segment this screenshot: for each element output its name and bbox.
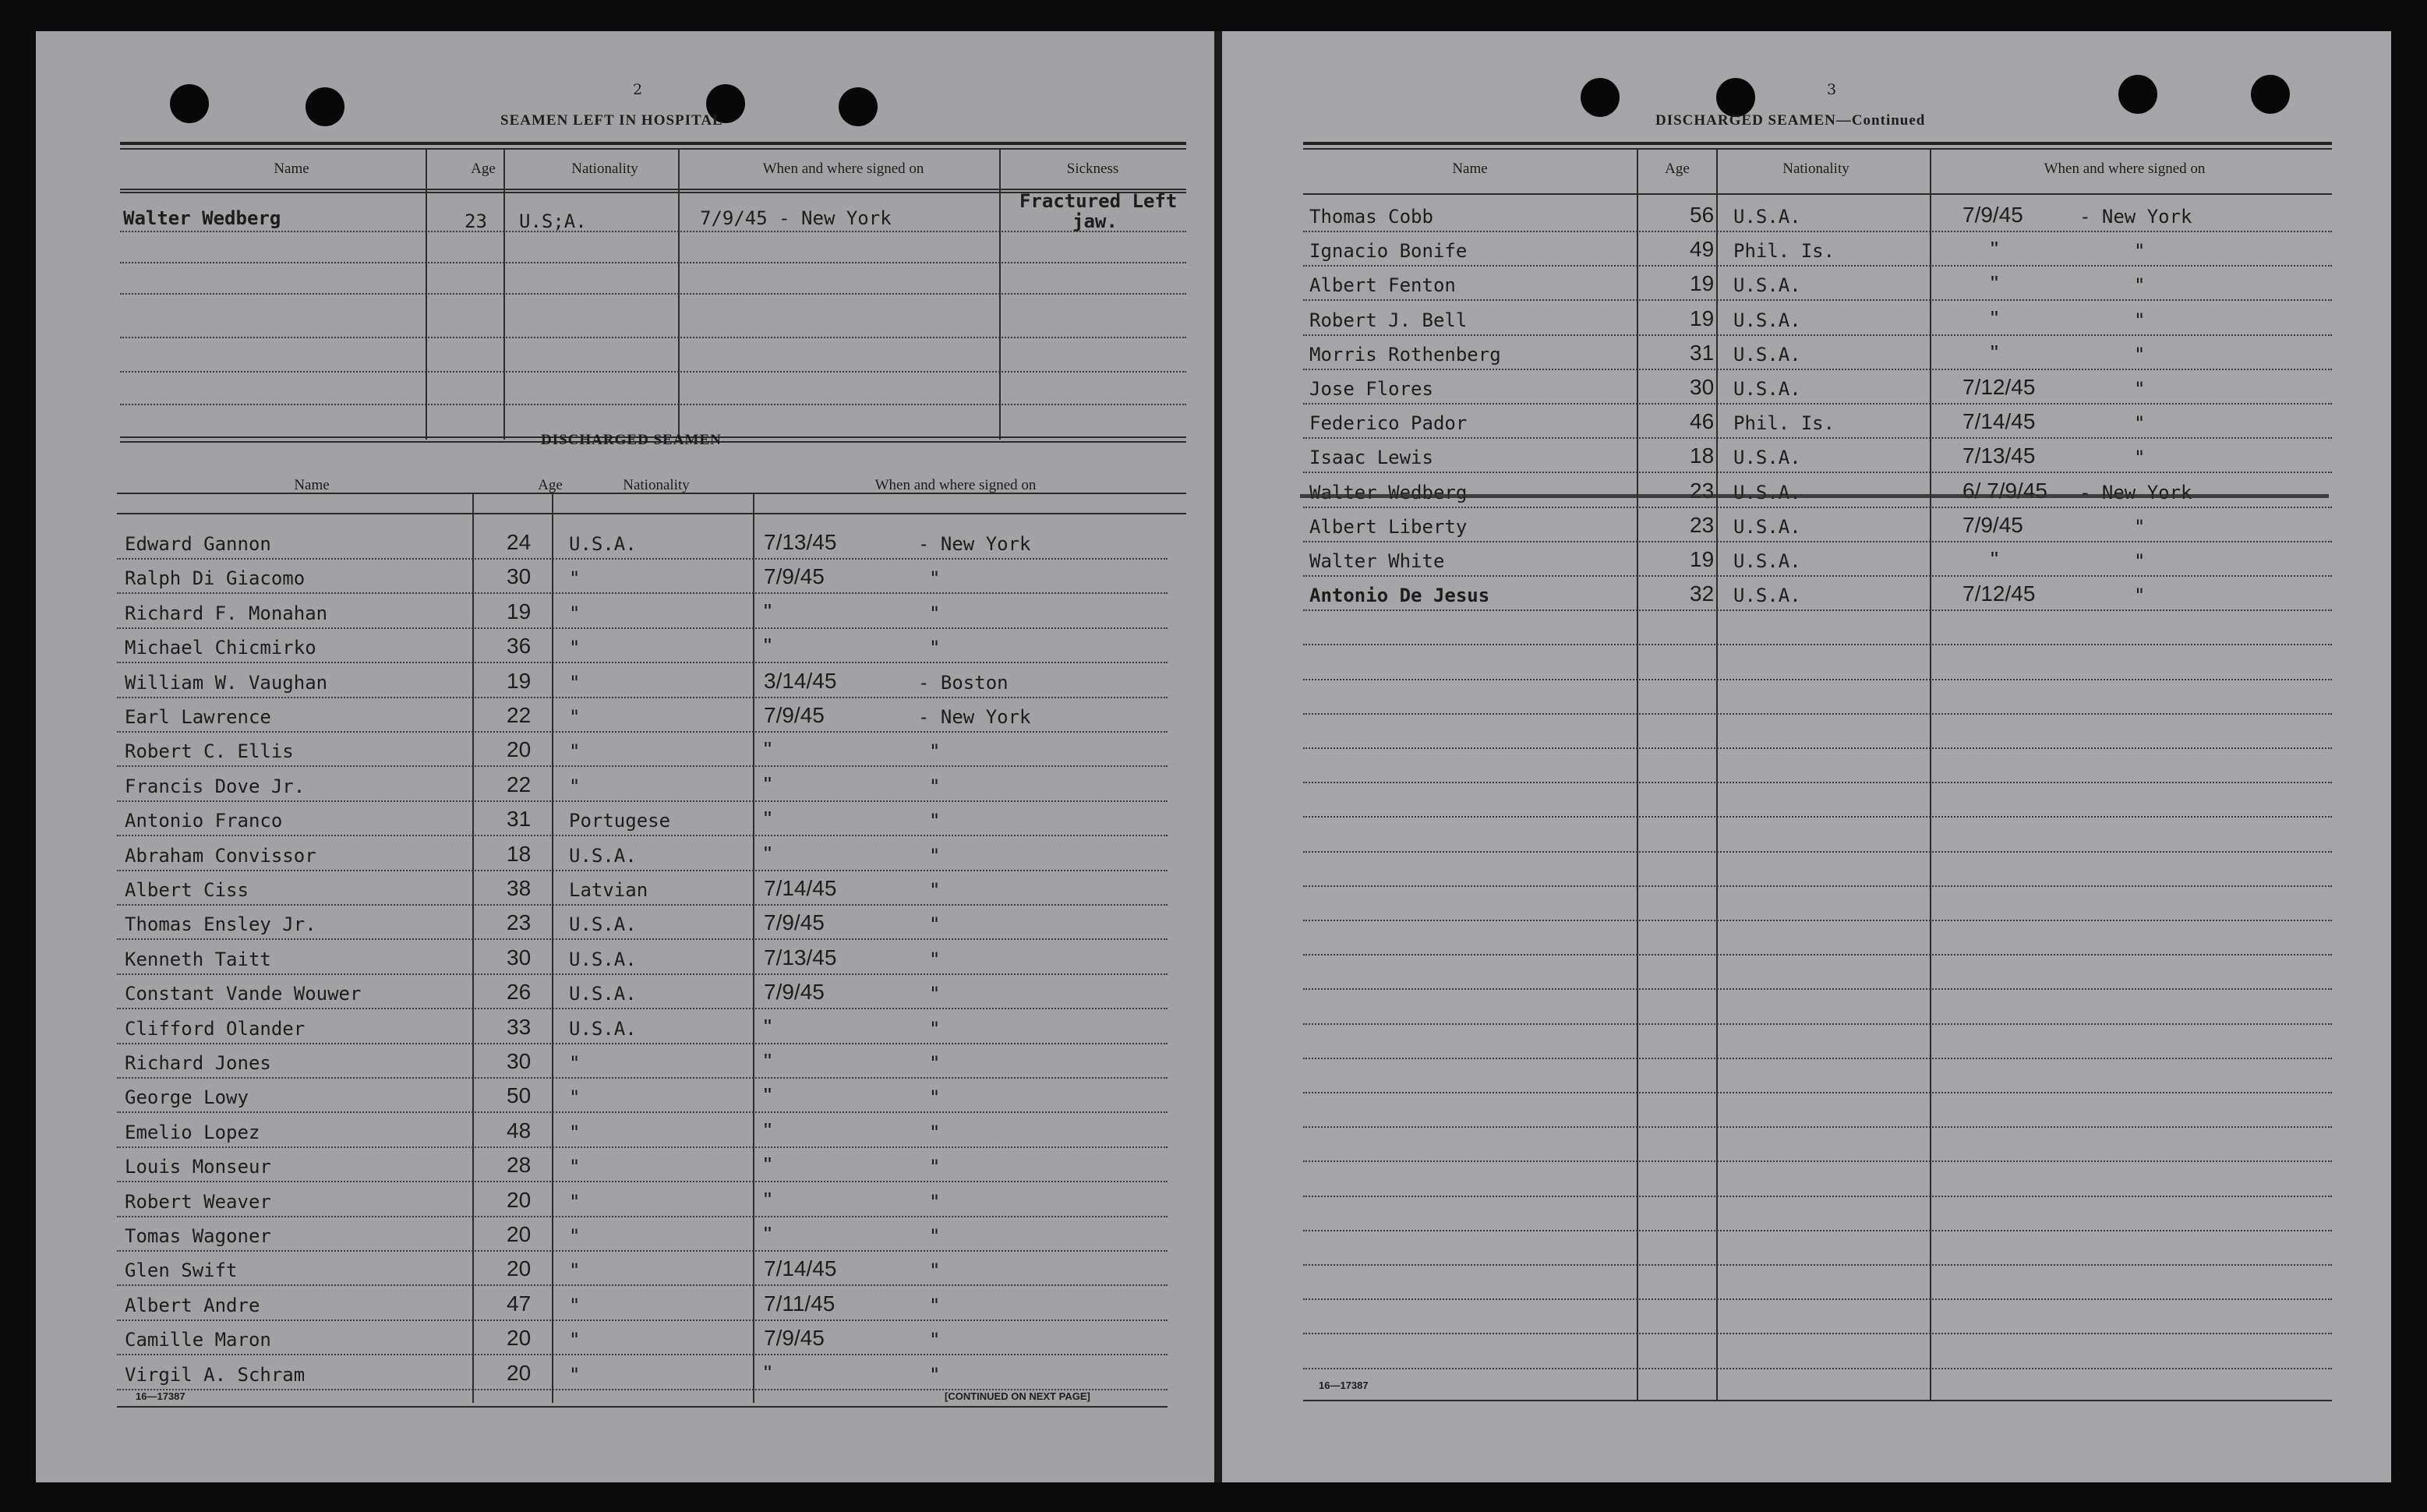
signed-date: " bbox=[764, 807, 772, 831]
row-line bbox=[1303, 1264, 2332, 1266]
seaman-name: Clifford Olander bbox=[125, 1018, 306, 1040]
seaman-age: 19 bbox=[1690, 306, 1715, 330]
signed-date: " bbox=[1991, 237, 1998, 261]
seaman-age: 33 bbox=[507, 1015, 532, 1039]
signed-place: " bbox=[929, 1364, 941, 1386]
hospital-sickness: Fractured Left bbox=[1019, 190, 1178, 212]
signed-place: " bbox=[2134, 378, 2146, 400]
signed-date: " bbox=[764, 842, 772, 866]
row-line bbox=[117, 870, 1168, 871]
seaman-age: 19 bbox=[507, 599, 532, 624]
signed-place: " bbox=[929, 1018, 941, 1040]
row-line bbox=[1303, 954, 2332, 956]
signed-date: " bbox=[1991, 306, 1998, 330]
seaman-name: William W. Vaughan bbox=[125, 672, 328, 694]
seaman-name: Antonio De Jesus bbox=[1309, 585, 1490, 606]
signed-place: " bbox=[2134, 240, 2146, 262]
seaman-age: 28 bbox=[507, 1153, 532, 1177]
signed-date: 7/14/45 bbox=[1962, 409, 2036, 433]
punch-hole bbox=[839, 87, 878, 126]
row-line bbox=[117, 1250, 1168, 1252]
row-line bbox=[1303, 265, 2332, 267]
signed-place: - Boston bbox=[918, 672, 1009, 694]
seaman-name: George Lowy bbox=[125, 1086, 249, 1108]
seaman-nationality: " bbox=[569, 740, 581, 762]
seaman-nationality: " bbox=[569, 1052, 581, 1074]
row-line bbox=[1303, 1160, 2332, 1162]
row-line bbox=[117, 731, 1168, 733]
page-title: DISCHARGED SEAMEN—Continued bbox=[1655, 112, 1926, 129]
seaman-nationality: " bbox=[569, 1295, 581, 1316]
seaman-age: 19 bbox=[1690, 271, 1715, 295]
table-rule bbox=[117, 1406, 1168, 1408]
row-line bbox=[1303, 1126, 2332, 1128]
seaman-name: Abraham Convissor bbox=[125, 845, 316, 867]
signed-place: " bbox=[929, 845, 941, 867]
seaman-age: 23 bbox=[507, 910, 532, 934]
seaman-nationality: U.S.A. bbox=[569, 913, 637, 935]
signed-date: 7/9/45 bbox=[1962, 203, 2023, 227]
seaman-name: Virgil A. Schram bbox=[125, 1364, 306, 1386]
row-line bbox=[1303, 575, 2332, 577]
seaman-name: Albert Fenton bbox=[1309, 274, 1456, 296]
row-line bbox=[117, 938, 1168, 940]
seaman-name: Albert Ciss bbox=[125, 879, 249, 901]
signed-date: 7/13/45 bbox=[764, 945, 837, 970]
signed-place: " bbox=[929, 983, 941, 1005]
seaman-nationality: U.S.A. bbox=[569, 845, 637, 867]
seaman-nationality: " bbox=[569, 567, 581, 589]
row-line bbox=[120, 337, 1186, 338]
seaman-nationality: U.S.A. bbox=[1733, 309, 1801, 331]
seaman-nationality: " bbox=[569, 602, 581, 624]
hospital-signed: 7/9/45 - New York bbox=[700, 207, 892, 229]
seaman-name: Robert Weaver bbox=[125, 1191, 271, 1213]
signed-place: - New York bbox=[2079, 482, 2192, 503]
seaman-nationality: Phil. Is. bbox=[1733, 412, 1835, 434]
seaman-name: Kenneth Taitt bbox=[125, 949, 271, 970]
signed-place: - New York bbox=[2079, 206, 2192, 228]
seaman-nationality: Latvian bbox=[569, 879, 648, 901]
seaman-name: Albert Andre bbox=[125, 1295, 260, 1316]
signed-date: 7/9/45 bbox=[764, 1326, 825, 1350]
seaman-name: Ignacio Bonife bbox=[1309, 240, 1468, 262]
signed-place: " bbox=[929, 602, 941, 624]
signed-place: - New York bbox=[918, 533, 1031, 555]
col-header-age: Age bbox=[1665, 161, 1690, 177]
seaman-age: 20 bbox=[507, 1326, 532, 1350]
row-line bbox=[117, 1181, 1168, 1182]
row-line bbox=[117, 835, 1168, 836]
seaman-nationality: U.S.A. bbox=[569, 983, 637, 1005]
seaman-age: 22 bbox=[507, 772, 532, 797]
seaman-name: Thomas Cobb bbox=[1309, 206, 1433, 228]
seaman-name: Isaac Lewis bbox=[1309, 447, 1433, 468]
seaman-nationality: " bbox=[569, 775, 581, 797]
seaman-age: 22 bbox=[507, 703, 532, 727]
signed-date: " bbox=[764, 1188, 772, 1212]
punch-hole bbox=[1716, 78, 1755, 117]
seaman-age: 30 bbox=[507, 1049, 532, 1073]
signed-date: " bbox=[1991, 271, 1998, 295]
row-line bbox=[1303, 437, 2332, 439]
seaman-nationality: U.S.A. bbox=[1733, 344, 1801, 366]
seaman-nationality: U.S.A. bbox=[1733, 550, 1801, 572]
row-line bbox=[117, 1354, 1168, 1355]
row-line bbox=[1303, 1368, 2332, 1369]
row-line bbox=[117, 1319, 1168, 1321]
row-line bbox=[1303, 988, 2332, 990]
signed-place: " bbox=[929, 1052, 941, 1074]
seaman-age: 19 bbox=[507, 669, 532, 693]
seaman-name: Walter Wedberg bbox=[1309, 482, 1468, 503]
seaman-name: Emelio Lopez bbox=[125, 1122, 260, 1143]
seaman-name: Edward Gannon bbox=[125, 533, 271, 555]
signed-place: " bbox=[929, 1156, 941, 1178]
seaman-nationality: U.S.A. bbox=[569, 533, 637, 555]
punch-hole bbox=[2118, 75, 2157, 114]
signed-place: " bbox=[929, 567, 941, 589]
signed-place: " bbox=[929, 810, 941, 832]
signed-place: " bbox=[929, 913, 941, 935]
signed-date: 7/12/45 bbox=[1962, 581, 2036, 606]
col-header-signed: When and where signed on bbox=[874, 477, 1037, 493]
row-line bbox=[120, 262, 1186, 263]
row-line bbox=[1303, 299, 2332, 301]
signed-place: " bbox=[929, 1259, 941, 1281]
seaman-age: 32 bbox=[1690, 581, 1715, 606]
punch-hole bbox=[1581, 78, 1620, 117]
signed-date: 6/ 7/9/45 bbox=[1962, 479, 2047, 503]
seaman-age: 49 bbox=[1690, 237, 1715, 261]
seaman-nationality: U.S.A. bbox=[569, 949, 637, 970]
page-number: 2 bbox=[633, 81, 643, 98]
seaman-name: Antonio Franco bbox=[125, 810, 283, 832]
seaman-age: 23 bbox=[1690, 479, 1715, 503]
seaman-name: Richard Jones bbox=[125, 1052, 271, 1074]
seaman-nationality: U.S.A. bbox=[569, 1018, 637, 1040]
seaman-age: 26 bbox=[507, 980, 532, 1004]
row-line bbox=[117, 1146, 1168, 1148]
signed-date: 7/9/45 bbox=[764, 910, 825, 934]
seaman-name: Albert Liberty bbox=[1309, 516, 1468, 538]
row-line bbox=[120, 371, 1186, 373]
punch-hole bbox=[2251, 75, 2290, 114]
signed-date: 7/9/45 bbox=[764, 564, 825, 588]
seaman-age: 48 bbox=[507, 1118, 532, 1143]
table-rule bbox=[1303, 148, 2332, 150]
table-rule bbox=[1303, 193, 2332, 195]
seaman-name: Thomas Ensley Jr. bbox=[125, 913, 316, 935]
seaman-nationality: " bbox=[569, 1156, 581, 1178]
row-line bbox=[1303, 1298, 2332, 1300]
form-number: 16—17387 bbox=[1319, 1380, 1369, 1391]
row-line bbox=[117, 1008, 1168, 1009]
seaman-nationality: U.S.A. bbox=[1733, 482, 1801, 503]
signed-date: " bbox=[764, 1015, 772, 1039]
seaman-nationality: U.S.A. bbox=[1733, 274, 1801, 296]
signed-date: " bbox=[764, 772, 772, 797]
signed-place: " bbox=[2134, 309, 2146, 331]
signed-date: " bbox=[764, 1153, 772, 1177]
signed-place: " bbox=[929, 1225, 941, 1247]
col-header-name: Name bbox=[294, 477, 330, 493]
hospital-nationality: U.S;A. bbox=[519, 210, 587, 232]
right-page bbox=[1222, 31, 2391, 1482]
seaman-nationality: U.S.A. bbox=[1733, 585, 1801, 606]
row-line bbox=[1303, 1092, 2332, 1093]
col-divider bbox=[753, 493, 754, 1403]
row-line bbox=[1303, 1196, 2332, 1197]
signed-date: " bbox=[1991, 547, 1998, 571]
col-header-signed: When and where signed on bbox=[762, 161, 924, 177]
row-line bbox=[1303, 334, 2332, 336]
row-line bbox=[1303, 609, 2332, 611]
seaman-nationality: " bbox=[569, 1329, 581, 1351]
row-line bbox=[117, 558, 1168, 560]
col-divider bbox=[472, 493, 474, 1403]
signed-date: " bbox=[764, 1049, 772, 1073]
col-header-nationality: Nationality bbox=[571, 161, 638, 177]
signed-place: " bbox=[929, 1329, 941, 1351]
row-line bbox=[1303, 885, 2332, 887]
signed-place: " bbox=[929, 1122, 941, 1143]
seaman-age: 38 bbox=[507, 876, 532, 900]
seaman-name: Morris Rothenberg bbox=[1309, 344, 1501, 366]
seaman-age: 18 bbox=[507, 842, 532, 866]
col-divider bbox=[552, 493, 553, 1403]
signed-place: " bbox=[929, 1086, 941, 1108]
signed-date: " bbox=[764, 1083, 772, 1108]
signed-date: 7/9/45 bbox=[764, 980, 825, 1004]
row-line bbox=[117, 697, 1168, 698]
signed-date: 7/14/45 bbox=[764, 876, 837, 900]
col-header-age: Age bbox=[471, 161, 496, 177]
seaman-name: Federico Pador bbox=[1309, 412, 1468, 434]
signed-date: " bbox=[764, 737, 772, 761]
seaman-age: 20 bbox=[507, 1361, 532, 1385]
signed-date: " bbox=[764, 1222, 772, 1246]
seaman-age: 24 bbox=[507, 530, 532, 554]
seaman-age: 46 bbox=[1690, 409, 1715, 433]
signed-date: 7/13/45 bbox=[1962, 443, 2036, 468]
row-line bbox=[1303, 403, 2332, 404]
row-line bbox=[1303, 713, 2332, 715]
seaman-name: Earl Lawrence bbox=[125, 706, 271, 728]
row-line bbox=[1303, 1230, 2332, 1231]
row-line bbox=[1303, 541, 2332, 542]
col-header-signed: When and where signed on bbox=[2044, 161, 2206, 177]
row-line bbox=[120, 404, 1186, 405]
seaman-age: 30 bbox=[507, 945, 532, 970]
seaman-nationality: " bbox=[569, 1086, 581, 1108]
row-line bbox=[1303, 644, 2332, 645]
signed-date: " bbox=[764, 1361, 772, 1385]
row-line bbox=[1303, 851, 2332, 853]
row-line bbox=[1303, 1023, 2332, 1025]
seaman-nationality: U.S.A. bbox=[1733, 516, 1801, 538]
row-line bbox=[117, 765, 1168, 767]
signed-place: " bbox=[2134, 274, 2146, 296]
seaman-age: 20 bbox=[507, 1222, 532, 1246]
col-header-name: Name bbox=[1452, 161, 1488, 177]
seaman-name: Jose Flores bbox=[1309, 378, 1433, 400]
seaman-nationality: " bbox=[569, 1364, 581, 1386]
seaman-age: 19 bbox=[1690, 547, 1715, 571]
signed-place: " bbox=[2134, 412, 2146, 434]
table-rule bbox=[117, 513, 1186, 514]
signed-place: " bbox=[929, 637, 941, 659]
seaman-age: 30 bbox=[1690, 375, 1715, 399]
seaman-name: Robert J. Bell bbox=[1309, 309, 1468, 331]
seaman-age: 20 bbox=[507, 1188, 532, 1212]
col-header-nationality: Nationality bbox=[1782, 161, 1849, 177]
seaman-nationality: " bbox=[569, 672, 581, 694]
row-line bbox=[1303, 472, 2332, 473]
signed-place: - New York bbox=[918, 706, 1031, 728]
seaman-name: Michael Chicmirko bbox=[125, 637, 316, 659]
signed-place: " bbox=[2134, 550, 2146, 572]
col-header-age: Age bbox=[538, 477, 563, 493]
signed-place: " bbox=[929, 1191, 941, 1213]
seaman-name: Constant Vande Wouwer bbox=[125, 983, 362, 1005]
seaman-name: Glen Swift bbox=[125, 1259, 238, 1281]
seaman-name: Francis Dove Jr. bbox=[125, 775, 306, 797]
signed-date: 7/14/45 bbox=[764, 1256, 837, 1281]
row-line bbox=[117, 904, 1168, 906]
row-line bbox=[1303, 1058, 2332, 1059]
seaman-age: 20 bbox=[507, 737, 532, 761]
row-line bbox=[1303, 507, 2332, 508]
signed-place: " bbox=[929, 740, 941, 762]
row-line bbox=[117, 1216, 1168, 1217]
signed-date: 7/9/45 bbox=[764, 703, 825, 727]
seaman-nationality: Portugese bbox=[569, 810, 671, 832]
row-line bbox=[117, 627, 1168, 629]
page-number: 3 bbox=[1827, 81, 1837, 98]
seaman-age: 47 bbox=[507, 1291, 532, 1316]
row-line bbox=[117, 800, 1168, 802]
table-rule bbox=[120, 142, 1186, 145]
signed-place: " bbox=[2134, 516, 2146, 538]
signed-place: " bbox=[2134, 344, 2146, 366]
row-line bbox=[1303, 231, 2332, 232]
signed-date: 7/12/45 bbox=[1962, 375, 2036, 399]
seaman-name: Camille Maron bbox=[125, 1329, 271, 1351]
seaman-age: 18 bbox=[1690, 443, 1715, 468]
seaman-age: 56 bbox=[1690, 203, 1715, 227]
table-rule bbox=[120, 148, 1186, 150]
signed-place: " bbox=[2134, 447, 2146, 468]
seaman-name: Louis Monseur bbox=[125, 1156, 271, 1178]
left-page bbox=[36, 31, 1214, 1482]
seaman-nationality: U.S.A. bbox=[1733, 206, 1801, 228]
signed-place: " bbox=[2134, 585, 2146, 606]
signed-date: " bbox=[764, 634, 772, 658]
signed-date: 7/11/45 bbox=[764, 1291, 835, 1316]
page-gutter bbox=[1214, 31, 1222, 1482]
seaman-nationality: U.S.A. bbox=[1733, 447, 1801, 468]
row-line bbox=[1303, 782, 2332, 783]
row-line bbox=[117, 662, 1168, 663]
strikethrough bbox=[1300, 494, 2329, 498]
seaman-age: 20 bbox=[507, 1256, 532, 1281]
row-line bbox=[117, 973, 1168, 975]
hospital-age: 23 bbox=[465, 210, 487, 232]
row-line bbox=[1303, 920, 2332, 921]
seaman-name: Walter White bbox=[1309, 550, 1445, 572]
seaman-age: 23 bbox=[1690, 513, 1715, 537]
seaman-age: 36 bbox=[507, 634, 532, 658]
hospital-title: SEAMEN LEFT IN HOSPITAL bbox=[500, 112, 723, 129]
row-line bbox=[1303, 816, 2332, 818]
row-line bbox=[1303, 1333, 2332, 1334]
seaman-nationality: " bbox=[569, 637, 581, 659]
hospital-name: Walter Wedberg bbox=[123, 207, 281, 229]
signed-place: " bbox=[929, 1295, 941, 1316]
signed-date: " bbox=[764, 1118, 772, 1143]
seaman-name: Richard F. Monahan bbox=[125, 602, 328, 624]
row-line bbox=[1303, 747, 2332, 749]
signed-place: " bbox=[929, 949, 941, 970]
seaman-nationality: " bbox=[569, 1122, 581, 1143]
seaman-nationality: " bbox=[569, 706, 581, 728]
row-line bbox=[120, 293, 1186, 295]
signed-date: " bbox=[1991, 341, 1998, 365]
seaman-age: 31 bbox=[507, 807, 532, 831]
discharged-title: DISCHARGED SEAMEN bbox=[541, 432, 722, 448]
seaman-nationality: " bbox=[569, 1191, 581, 1213]
row-line bbox=[117, 1111, 1168, 1113]
row-line bbox=[1303, 369, 2332, 370]
col-header-sickness: Sickness bbox=[1066, 161, 1119, 177]
seaman-nationality: " bbox=[569, 1259, 581, 1281]
signed-date: 7/9/45 bbox=[1962, 513, 2023, 537]
seaman-name: Robert C. Ellis bbox=[125, 740, 294, 762]
col-header-name: Name bbox=[274, 161, 309, 177]
row-line bbox=[117, 1043, 1168, 1044]
signed-date: 3/14/45 bbox=[764, 669, 837, 693]
seaman-age: 30 bbox=[507, 564, 532, 588]
table-rule bbox=[1303, 142, 2332, 145]
seaman-nationality: U.S.A. bbox=[1733, 378, 1801, 400]
seaman-age: 50 bbox=[507, 1083, 532, 1108]
form-number: 16—17387 bbox=[136, 1390, 185, 1402]
row-line bbox=[117, 1284, 1168, 1286]
continued-note: [CONTINUED ON NEXT PAGE] bbox=[945, 1390, 1090, 1402]
row-line bbox=[1303, 679, 2332, 680]
hospital-sickness: jaw. bbox=[1072, 210, 1118, 232]
seaman-name: Tomas Wagoner bbox=[125, 1225, 271, 1247]
signed-date: " bbox=[764, 599, 772, 624]
table-rule bbox=[1303, 1400, 2332, 1401]
row-line bbox=[117, 1077, 1168, 1079]
row-line bbox=[120, 231, 1186, 232]
seaman-nationality: Phil. Is. bbox=[1733, 240, 1835, 262]
seaman-age: 31 bbox=[1690, 341, 1715, 365]
seaman-name: Ralph Di Giacomo bbox=[125, 567, 306, 589]
signed-place: " bbox=[929, 879, 941, 901]
col-header-nationality: Nationality bbox=[623, 477, 690, 493]
row-line bbox=[117, 592, 1168, 594]
signed-place: " bbox=[929, 775, 941, 797]
punch-hole bbox=[306, 87, 344, 126]
seaman-nationality: " bbox=[569, 1225, 581, 1247]
signed-date: 7/13/45 bbox=[764, 530, 837, 554]
punch-hole bbox=[170, 84, 209, 123]
